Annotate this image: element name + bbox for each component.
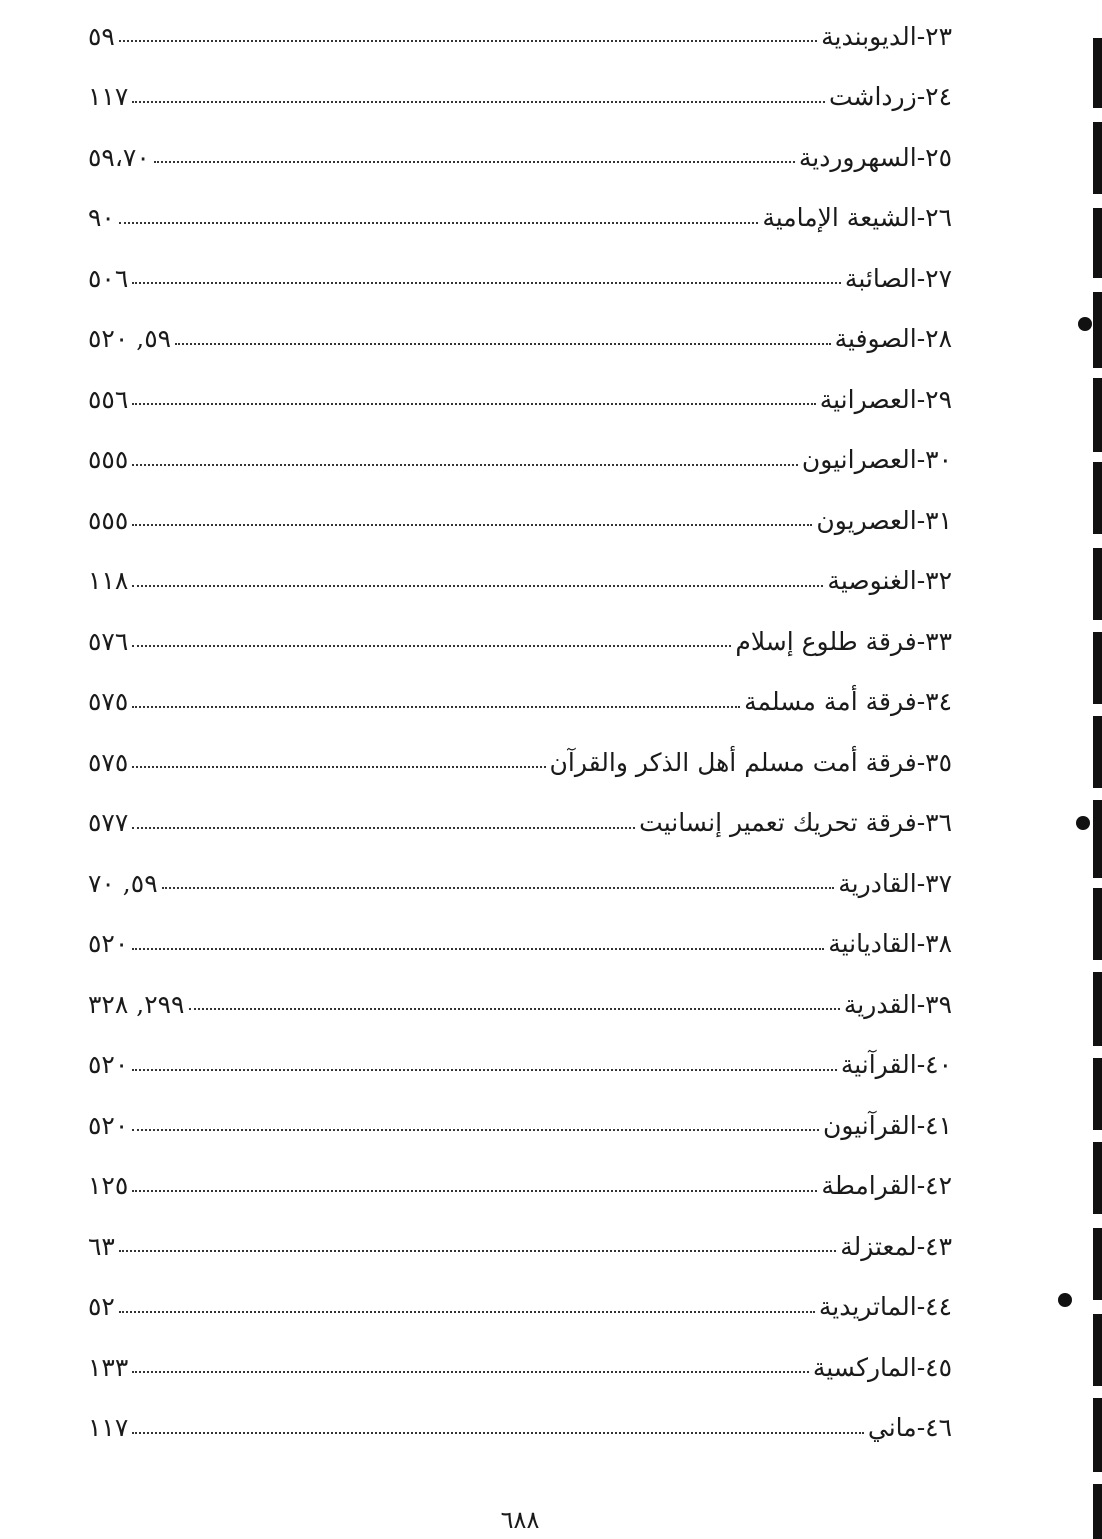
binding-edge-mark (1093, 1484, 1102, 1539)
entry-pages: ١٢٥ (88, 1171, 129, 1201)
entry-dash: - (916, 505, 926, 535)
binding-edge-mark (1093, 462, 1102, 534)
index-entry (88, 1398, 952, 1459)
index-entry (88, 1035, 952, 1096)
binding-edge-mark (1093, 548, 1102, 620)
entry-dash: - (916, 21, 926, 51)
leader-dots (119, 222, 758, 224)
entry-dash: - (916, 808, 926, 838)
entry-name: فرقة طلوع إسلام (735, 626, 917, 656)
entry-dash: - (916, 82, 926, 112)
entry-dash: - (916, 1413, 926, 1443)
entry-number: ٣٠ (925, 445, 952, 475)
entry-name: الغنوصية (827, 566, 917, 596)
entry-label (827, 566, 952, 595)
leader-dots (119, 40, 817, 42)
leader-dots (132, 1129, 819, 1131)
index-entry (88, 853, 952, 914)
binding-edge-mark (1093, 1314, 1102, 1386)
entry-dash: - (916, 324, 926, 354)
leader-dots (132, 645, 731, 647)
entry-label (841, 1050, 952, 1079)
index-entry (88, 188, 952, 249)
entry-pages: ٥٢ (88, 1292, 115, 1322)
entry-name: القرآنية (840, 1050, 917, 1080)
entry-name: الصوفية (834, 324, 917, 354)
page-number: ٦٨٨ (500, 1506, 540, 1534)
entry-dash: - (916, 1110, 926, 1140)
binding-edge-mark (1093, 800, 1102, 878)
index-entry (88, 914, 952, 975)
entry-number: ٢٣ (925, 21, 952, 51)
entry-name: الماركسية (812, 1352, 917, 1382)
entry-number: ٤٠ (925, 1050, 952, 1080)
entry-pages: ٩٠ (88, 203, 115, 233)
leader-dots (132, 1371, 809, 1373)
entry-label (823, 1111, 952, 1140)
index-entry (88, 127, 952, 188)
entry-number: ٤٥ (925, 1352, 952, 1382)
entry-label (820, 385, 952, 414)
entry-pages: ٥٢٠ (88, 1110, 129, 1140)
entry-number: ٣٣ (925, 626, 952, 656)
binding-edge-mark (1093, 292, 1102, 368)
entry-name: القرامطة (821, 1171, 917, 1201)
entry-number: ٢٤ (925, 82, 952, 112)
entry-name: العصرانيون (801, 445, 917, 475)
entry-dash: - (916, 626, 926, 656)
entry-label (799, 143, 952, 172)
index-entry (88, 1337, 952, 1398)
entry-number: ٢٨ (925, 324, 952, 354)
entry-number: ٣٦ (925, 808, 952, 838)
entry-pages: ٥٢٠ (88, 1050, 129, 1080)
entry-label (735, 627, 952, 656)
entry-number: ٣١ (925, 505, 952, 535)
entry-pages: ٥٠٦ (88, 263, 129, 293)
entry-pages: ١١٨ (88, 566, 129, 596)
entry-name: العصريون (816, 505, 917, 535)
entry-name: العصرانية (819, 384, 917, 414)
binding-edge-mark (1093, 378, 1102, 452)
entry-name: القادرية (838, 868, 917, 898)
entry-label (744, 687, 952, 716)
entry-name: فرقة تحريك تعمير إنسانيت (639, 808, 917, 838)
entry-number: ٤١ (925, 1110, 952, 1140)
entry-number: ٤٢ (925, 1171, 952, 1201)
entry-number: ٢٦ (925, 203, 952, 233)
entry-label (639, 808, 952, 837)
binding-hole-dot (1076, 816, 1090, 830)
entry-pages: ١٣٣ (88, 1352, 129, 1382)
entry-name: الصائبة (844, 263, 917, 293)
entry-label (550, 748, 952, 777)
entry-dash: - (916, 384, 926, 414)
entry-pages: ٥٧٥ (88, 687, 129, 717)
entry-number: ٣٨ (925, 929, 952, 959)
leader-dots (175, 343, 831, 345)
index-entry (88, 1156, 952, 1217)
entry-label (821, 22, 952, 51)
leader-dots (132, 282, 841, 284)
index-list (88, 6, 952, 1458)
entry-name: السهروردية (798, 142, 917, 172)
entry-name: القرآنيون (822, 1110, 917, 1140)
binding-edge-mark (1093, 1142, 1102, 1214)
leader-dots (119, 1250, 836, 1252)
entry-pages: ٦٣ (88, 1231, 115, 1261)
entry-name: القاديانية (828, 929, 917, 959)
binding-edge-mark (1093, 716, 1102, 788)
entry-name: فرقة أمت مسلم أهل الذكر والقرآن (549, 747, 917, 777)
entry-dash: - (916, 142, 926, 172)
entry-label (816, 506, 952, 535)
entry-label (813, 1353, 952, 1382)
leader-dots (132, 403, 815, 405)
binding-edge-mark (1093, 632, 1102, 704)
entry-dash: - (916, 263, 926, 293)
index-entry (88, 309, 952, 370)
entry-label (835, 324, 952, 353)
entry-dash: - (916, 989, 926, 1019)
index-entry (88, 490, 952, 551)
leader-dots (132, 948, 824, 950)
entry-pages: ٥٥٥ (88, 505, 129, 535)
entry-pages: ٥٥٦ (88, 384, 129, 414)
entry-name: فرقة أمة مسلمة (744, 687, 917, 717)
leader-dots (132, 1432, 864, 1434)
entry-label (868, 1413, 952, 1442)
entry-label (845, 264, 952, 293)
leader-dots (132, 585, 823, 587)
entry-pages: ٥٧٧ (88, 808, 129, 838)
entry-dash: - (916, 1050, 926, 1080)
entry-pages: ٥٩،٧٠ (88, 142, 150, 172)
index-entry (88, 1095, 952, 1156)
entry-label (838, 869, 952, 898)
index-entry (88, 248, 952, 309)
leader-dots (132, 766, 545, 768)
entry-name: القدرية (843, 989, 917, 1019)
entry-dash: - (916, 1352, 926, 1382)
entry-name: زرداشت (828, 82, 917, 112)
entry-pages: ٥٧٦ (88, 626, 129, 656)
entry-dash: - (916, 566, 926, 596)
entry-dash: - (916, 1231, 926, 1261)
entry-pages: ٢٩٩, ٣٢٨ (88, 989, 185, 1019)
entry-name: الماتريدية (818, 1292, 917, 1322)
binding-edge-mark (1093, 122, 1102, 194)
binding-edge-mark (1093, 1058, 1102, 1130)
entry-number: ٤٦ (925, 1413, 952, 1443)
binding-edge-mark (1093, 972, 1102, 1046)
entry-pages: ١١٧ (88, 1413, 129, 1443)
entry-pages: ١١٧ (88, 82, 129, 112)
index-entry (88, 369, 952, 430)
index-entry (88, 732, 952, 793)
index-entry (88, 67, 952, 128)
entry-label (821, 1171, 952, 1200)
binding-hole-dot (1058, 1293, 1072, 1307)
binding-edge-mark (1093, 38, 1102, 108)
entry-name: ماني (867, 1413, 917, 1443)
entry-pages: ٥٩ (88, 21, 115, 51)
entry-number: ٣٩ (925, 989, 952, 1019)
entry-dash: - (916, 1292, 926, 1322)
entry-pages: ٥٢٠ (88, 929, 129, 959)
leader-dots (132, 524, 812, 526)
entry-pages: ٥٥٥ (88, 445, 129, 475)
entry-label (828, 929, 952, 958)
leader-dots (132, 1190, 817, 1192)
entry-dash: - (916, 868, 926, 898)
index-entry (88, 974, 952, 1035)
entry-label (762, 203, 952, 232)
index-entry (88, 672, 952, 733)
entry-pages: ٥٩, ٥٢٠ (88, 324, 172, 354)
entry-dash: - (916, 1171, 926, 1201)
entry-name: الديوبندية (821, 21, 917, 51)
binding-hole-dot (1078, 317, 1092, 331)
index-entry (88, 611, 952, 672)
entry-number: ٤٤ (925, 1292, 952, 1322)
binding-edge-mark (1093, 1398, 1102, 1472)
entry-dash: - (916, 687, 926, 717)
entry-number: ٢٧ (925, 263, 952, 293)
entry-label (829, 82, 952, 111)
entry-dash: - (916, 203, 926, 233)
entry-number: ٢٩ (925, 384, 952, 414)
index-entry (88, 793, 952, 854)
entry-name: الشيعة الإمامية (762, 203, 917, 233)
entry-dash: - (916, 929, 926, 959)
entry-number: ٣٤ (925, 687, 952, 717)
leader-dots (132, 827, 635, 829)
entry-name: لمعتزلة (840, 1231, 917, 1261)
entry-number: ٣٢ (925, 566, 952, 596)
leader-dots (132, 101, 825, 103)
entry-label (802, 445, 952, 474)
entry-number: ٣٥ (925, 747, 952, 777)
entry-pages: ٥٧٥ (88, 747, 129, 777)
index-entry (88, 6, 952, 67)
leader-dots (132, 464, 798, 466)
leader-dots (132, 706, 740, 708)
index-entry (88, 1216, 952, 1277)
entry-number: ٤٣ (925, 1231, 952, 1261)
binding-edge-mark (1093, 888, 1102, 960)
entry-dash: - (916, 747, 926, 777)
leader-dots (189, 1008, 840, 1010)
entry-number: ٢٥ (925, 142, 952, 172)
binding-edge-mark (1093, 208, 1102, 278)
index-entry (88, 430, 952, 491)
entry-dash: - (916, 445, 926, 475)
leader-dots (119, 1311, 815, 1313)
entry-pages: ٥٩, ٧٠ (88, 868, 158, 898)
entry-label (844, 990, 952, 1019)
index-entry (88, 551, 952, 612)
entry-number: ٣٧ (925, 868, 952, 898)
leader-dots (162, 887, 835, 889)
binding-edge-mark (1093, 1228, 1102, 1300)
leader-dots (132, 1069, 837, 1071)
index-entry (88, 1277, 952, 1338)
entry-label (840, 1232, 952, 1261)
leader-dots (154, 161, 795, 163)
entry-label (819, 1292, 952, 1321)
